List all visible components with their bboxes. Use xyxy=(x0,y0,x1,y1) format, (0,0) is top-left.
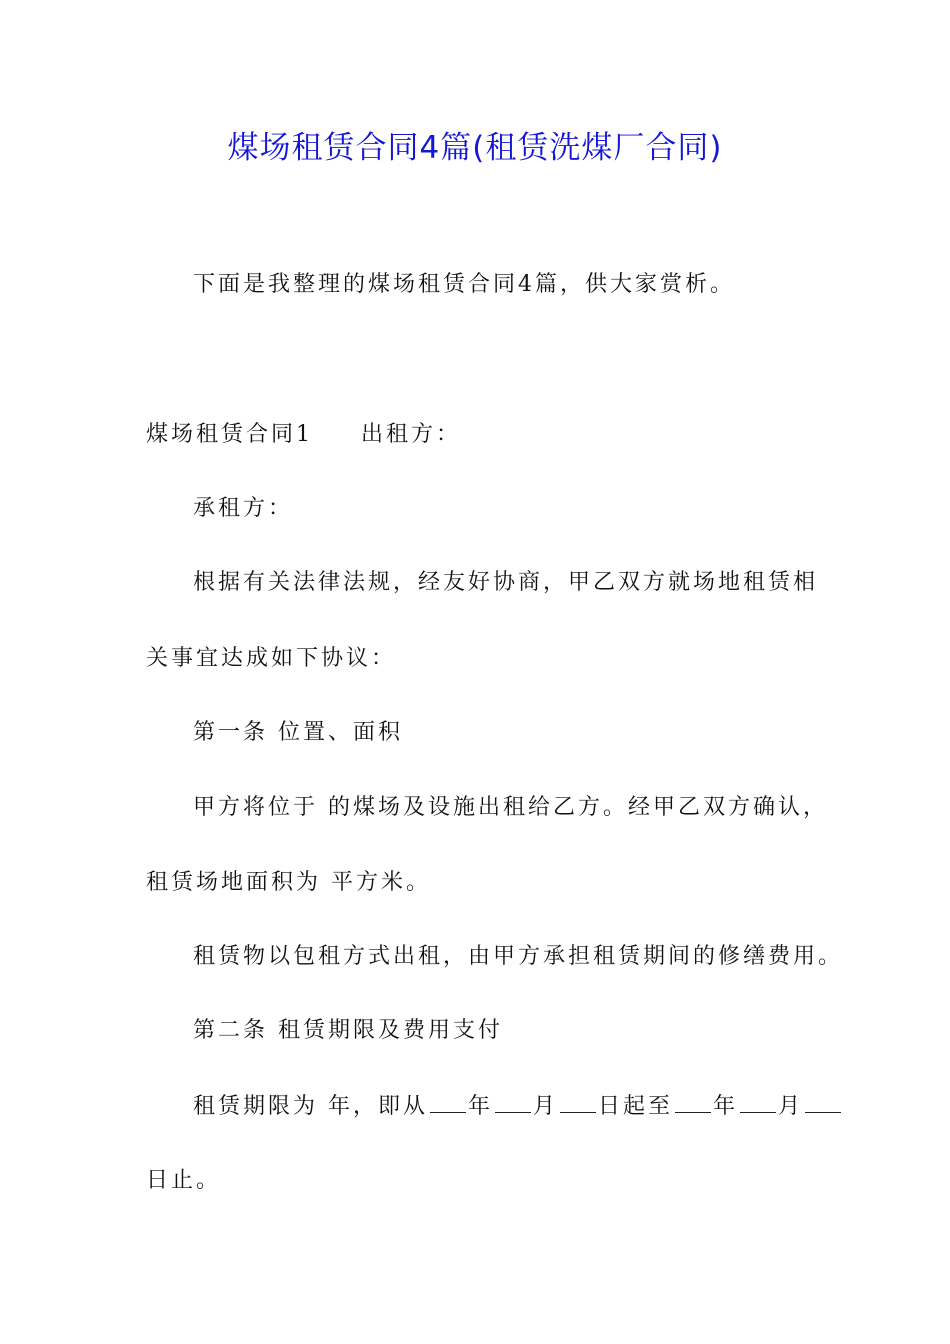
term-day-1: 日起至 xyxy=(598,1094,674,1119)
blank-field xyxy=(495,1092,531,1113)
article-1-paragraph-2: 租赁物以包租方式出租，由甲方承担租赁期间的修缮费用。 xyxy=(193,944,844,969)
basis-paragraph-line-2: 关事宜达成如下协议： xyxy=(146,646,397,671)
intro-paragraph: 下面是我整理的煤场租赁合同4篇，供大家赏析。 xyxy=(193,272,735,297)
article-1-paragraph-1-line-1: 甲方将位于 的煤场及设施出租给乙方。经甲乙双方确认， xyxy=(193,795,828,820)
contract-heading: 煤场租赁合同1 xyxy=(146,422,313,447)
term-month-2: 月 xyxy=(778,1094,804,1119)
lease-term-line xyxy=(193,1092,843,1122)
term-month-1: 月 xyxy=(533,1094,559,1119)
term-year-2: 年 xyxy=(713,1094,739,1119)
lessee-label: 承租方： xyxy=(193,496,294,521)
document-title: 煤场租赁合同4篇(租赁洗煤厂合同) xyxy=(227,130,723,166)
blank-field xyxy=(805,1092,841,1113)
term-year-1: 年 xyxy=(468,1094,494,1119)
blank-field xyxy=(740,1092,776,1113)
article-2-heading: 第二条 租赁期限及费用支付 xyxy=(193,1018,503,1043)
article-1-heading: 第一条 位置、面积 xyxy=(193,720,403,745)
blank-field xyxy=(675,1092,711,1113)
blank-field xyxy=(430,1092,466,1113)
contract-heading-line xyxy=(146,420,461,450)
article-1-paragraph-1-line-2: 租赁场地面积为 平方米。 xyxy=(146,870,431,895)
lease-term-end: 日止。 xyxy=(146,1168,222,1193)
term-prefix: 租赁期限为 年，即从 xyxy=(193,1094,428,1119)
basis-paragraph-line-1: 根据有关法律法规，经友好协商，甲乙双方就场地租赁相 xyxy=(193,570,819,595)
blank-field xyxy=(560,1092,596,1113)
lessor-label: 出租方： xyxy=(361,422,462,447)
